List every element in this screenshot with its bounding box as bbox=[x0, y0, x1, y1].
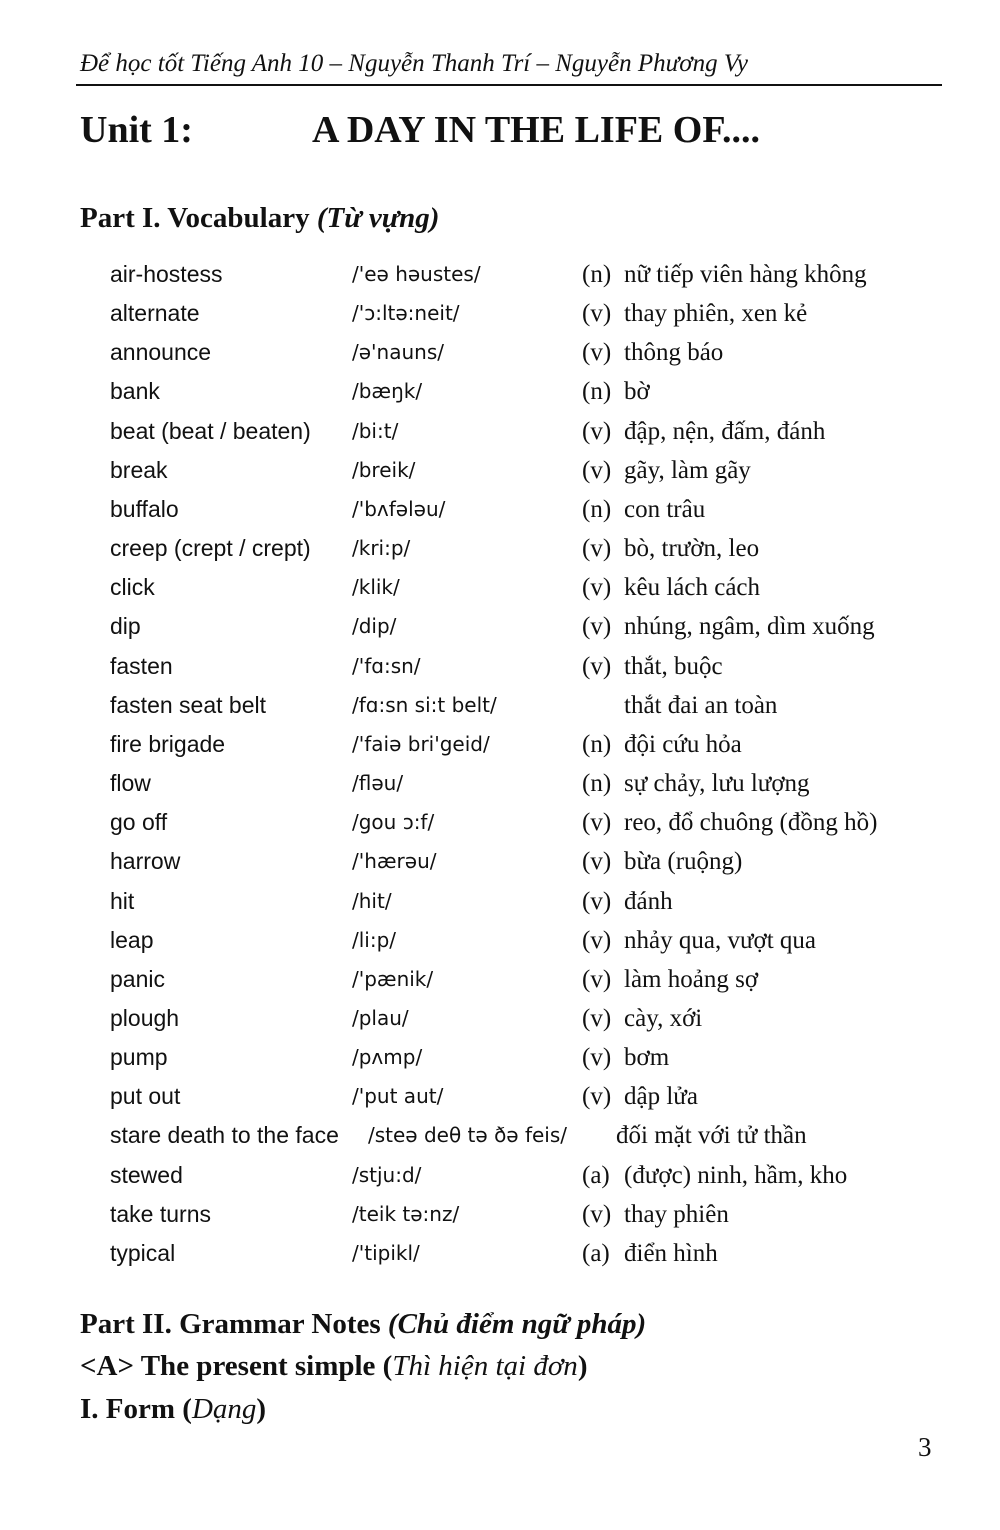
vocab-pronunciation: /fləu/ bbox=[352, 771, 404, 796]
vocab-part-of-speech: (v) bbox=[582, 965, 612, 993]
vocab-word: buffalo bbox=[110, 495, 179, 522]
vocab-word: go off bbox=[110, 809, 168, 836]
vocab-entry bbox=[0, 372, 1000, 411]
vocab-part-of-speech: (v) bbox=[582, 1044, 612, 1072]
vocab-meaning: bờ bbox=[624, 378, 650, 406]
vocab-pronunciation: /plau/ bbox=[352, 1005, 409, 1030]
vocab-word: hit bbox=[110, 887, 135, 914]
vocab-part-of-speech: (v) bbox=[582, 535, 612, 563]
vocab-word: stare death to the face bbox=[110, 1122, 339, 1149]
section-a-heading: <A> The present simple (Thì hiện tại đơn) bbox=[80, 1350, 588, 1382]
vocab-meaning: nữ tiếp viên hàng không bbox=[624, 261, 867, 288]
vocab-pronunciation: /gou ɔ:f/ bbox=[352, 810, 435, 835]
vocab-meaning: dập lửa bbox=[624, 1083, 698, 1111]
vocab-part-of-speech: (v) bbox=[582, 652, 612, 680]
page-number: 3 bbox=[918, 1432, 932, 1462]
vocab-word: harrow bbox=[110, 848, 181, 875]
vocab-entry bbox=[0, 960, 1000, 999]
vocab-pronunciation: /steə deθ tə ðə feis/ bbox=[368, 1123, 568, 1148]
unit-title: A DAY IN THE LIFE OF.... bbox=[312, 109, 761, 151]
vocab-meaning: gãy, làm gãy bbox=[624, 456, 751, 484]
vocab-entry bbox=[0, 568, 1000, 607]
vocab-entry bbox=[0, 333, 1000, 372]
vocab-entry bbox=[0, 1077, 1000, 1116]
vocab-part-of-speech: (n) bbox=[582, 378, 612, 406]
vocab-word: stewed bbox=[110, 1161, 183, 1188]
vocab-part-of-speech: (v) bbox=[582, 1200, 612, 1228]
vocab-word: put out bbox=[110, 1083, 181, 1110]
vocab-pronunciation: /dip/ bbox=[352, 614, 397, 639]
vocab-word: creep (crept / crept) bbox=[110, 535, 311, 562]
vocab-pronunciation: /fɑ:sn si:t belt/ bbox=[352, 692, 497, 717]
vocab-entry bbox=[0, 412, 1000, 451]
header-divider bbox=[76, 84, 942, 86]
vocab-word: panic bbox=[110, 965, 165, 992]
section-a-title: <A> The present simple bbox=[80, 1350, 376, 1382]
vocab-word: dip bbox=[110, 613, 141, 640]
vocab-part-of-speech: (a) bbox=[582, 1161, 610, 1189]
vocab-pronunciation: /'pænik/ bbox=[352, 966, 434, 991]
vocab-meaning: đập, nện, đấm, đánh bbox=[624, 417, 826, 445]
vocab-entry bbox=[0, 647, 1000, 686]
vocab-entry bbox=[0, 607, 1000, 646]
vocab-entry bbox=[0, 294, 1000, 333]
vocab-part-of-speech: (n) bbox=[582, 495, 612, 523]
form-subtitle: Dạng bbox=[191, 1393, 257, 1425]
vocab-pronunciation: /teik tə:nz/ bbox=[352, 1201, 460, 1226]
vocab-meaning: con trâu bbox=[624, 495, 706, 523]
vocab-part-of-speech: (v) bbox=[582, 848, 612, 876]
vocab-word: take turns bbox=[110, 1200, 211, 1227]
vocab-entry bbox=[0, 803, 1000, 842]
part2-heading bbox=[80, 1308, 646, 1341]
vocab-meaning: thắt đai an toàn bbox=[624, 691, 778, 719]
form-title: I. Form bbox=[80, 1393, 176, 1425]
vocab-part-of-speech: (v) bbox=[582, 1004, 612, 1032]
vocab-meaning: làm hoảng sợ bbox=[624, 965, 759, 993]
vocab-meaning: thắt, buộc bbox=[624, 652, 723, 680]
vocab-word: beat (beat / beaten) bbox=[110, 417, 311, 444]
vocab-pronunciation: /kri:p/ bbox=[352, 536, 411, 561]
vocab-word: fasten seat belt bbox=[110, 691, 266, 718]
vocab-part-of-speech: (v) bbox=[582, 1083, 612, 1111]
vocab-entry bbox=[0, 842, 1000, 881]
vocab-entry bbox=[0, 686, 1000, 725]
vocab-meaning: cày, xới bbox=[624, 1004, 703, 1032]
vocab-pronunciation: /pʌmp/ bbox=[352, 1045, 423, 1070]
part1-heading bbox=[80, 202, 439, 235]
vocab-word: fasten bbox=[110, 652, 173, 679]
vocab-pronunciation: /li:p/ bbox=[352, 927, 397, 952]
vocab-word: fire brigade bbox=[110, 730, 226, 757]
vocab-word: air-hostess bbox=[110, 261, 223, 287]
vocab-part-of-speech: (a) bbox=[582, 1239, 610, 1267]
vocab-part-of-speech: (v) bbox=[582, 887, 612, 915]
vocab-pronunciation: /'fɑ:sn/ bbox=[352, 653, 421, 678]
vocab-pronunciation: /bæŋk/ bbox=[352, 379, 423, 404]
vocab-pronunciation: /'hærəu/ bbox=[352, 849, 437, 874]
vocab-meaning: thông báo bbox=[624, 339, 724, 367]
section-a-subtitle: Thì hiện tại đơn bbox=[392, 1350, 578, 1382]
vocab-entry bbox=[0, 255, 1000, 294]
vocab-meaning: bừa (ruộng) bbox=[624, 848, 743, 876]
vocab-word: alternate bbox=[110, 300, 200, 327]
vocab-entry bbox=[0, 764, 1000, 803]
vocab-meaning: đánh bbox=[624, 887, 673, 915]
vocab-meaning: nhúng, ngâm, dìm xuống bbox=[624, 613, 875, 641]
vocab-pronunciation: /stju:d/ bbox=[352, 1162, 422, 1187]
vocab-pronunciation: /'eə həustes/ bbox=[352, 262, 481, 286]
vocab-part-of-speech: (v) bbox=[582, 613, 612, 641]
vocab-meaning: bơm bbox=[624, 1044, 670, 1072]
vocab-pronunciation: /'ɔ:ltə:neit/ bbox=[352, 301, 460, 326]
vocab-word: leap bbox=[110, 926, 154, 953]
vocab-word: click bbox=[110, 574, 155, 601]
vocab-meaning: thay phiên, xen kẻ bbox=[624, 300, 808, 328]
vocab-entry bbox=[0, 882, 1000, 921]
vocab-entry bbox=[0, 921, 1000, 960]
vocab-meaning: nhảy qua, vượt qua bbox=[624, 926, 817, 954]
vocab-entry bbox=[0, 1038, 1000, 1077]
vocab-entry bbox=[0, 999, 1000, 1038]
running-header: Để học tốt Tiếng Anh 10 – Nguyễn Thanh Trí – Nguyễn Phương Vy bbox=[80, 50, 748, 77]
vocab-part-of-speech: (n) bbox=[582, 261, 612, 288]
vocabulary-list bbox=[0, 255, 1000, 1273]
vocab-meaning: (được) ninh, hầm, kho bbox=[624, 1161, 848, 1189]
vocab-entry bbox=[0, 1195, 1000, 1234]
vocab-pronunciation: /'put aut/ bbox=[352, 1084, 444, 1109]
vocab-entry bbox=[0, 725, 1000, 764]
vocab-part-of-speech: (v) bbox=[582, 809, 612, 837]
vocab-meaning: sự chảy, lưu lượng bbox=[624, 770, 810, 798]
vocab-meaning: kêu lách cách bbox=[624, 574, 761, 602]
vocab-pronunciation: /hit/ bbox=[352, 888, 392, 913]
vocab-word: pump bbox=[110, 1044, 168, 1071]
vocab-entry bbox=[0, 529, 1000, 568]
vocab-part-of-speech: (v) bbox=[582, 417, 612, 445]
vocab-part-of-speech: (v) bbox=[582, 926, 612, 954]
vocab-meaning: đối mặt với tử thần bbox=[616, 1122, 807, 1150]
vocab-part-of-speech: (v) bbox=[582, 574, 612, 602]
vocab-meaning: thay phiên bbox=[624, 1200, 729, 1228]
vocab-pronunciation: /'tipikl/ bbox=[352, 1240, 420, 1265]
vocab-part-of-speech: (v) bbox=[582, 300, 612, 328]
vocab-entry bbox=[0, 1116, 1000, 1155]
vocab-pronunciation: /klik/ bbox=[352, 575, 400, 600]
vocab-part-of-speech: (n) bbox=[582, 770, 612, 798]
vocab-pronunciation: /'bʌfələu/ bbox=[352, 496, 446, 521]
vocab-word: plough bbox=[110, 1004, 180, 1031]
vocab-meaning: điển hình bbox=[624, 1239, 718, 1267]
vocab-meaning: reo, đổ chuông (đồng hồ) bbox=[624, 809, 878, 837]
part1-title: Part I. Vocabulary bbox=[80, 202, 310, 234]
part2-title: Part II. Grammar Notes bbox=[80, 1308, 381, 1340]
vocab-word: bank bbox=[110, 378, 160, 405]
vocab-entry bbox=[0, 451, 1000, 490]
vocab-pronunciation: /'faiə bri'geid/ bbox=[352, 731, 490, 756]
part2-subtitle: (Chủ điểm ngữ pháp) bbox=[387, 1308, 647, 1340]
vocab-part-of-speech: (v) bbox=[582, 456, 612, 484]
unit-label: Unit 1: bbox=[80, 109, 193, 151]
vocab-entry bbox=[0, 1156, 1000, 1195]
vocab-word: announce bbox=[110, 339, 212, 366]
vocab-word: break bbox=[110, 456, 168, 483]
vocab-pronunciation: /breik/ bbox=[352, 457, 416, 482]
vocab-entry bbox=[0, 490, 1000, 529]
vocab-word: flow bbox=[110, 770, 151, 797]
vocab-part-of-speech: (v) bbox=[582, 339, 612, 367]
form-heading: I. Form (Dạng) bbox=[80, 1393, 267, 1425]
vocab-meaning: đội cứu hỏa bbox=[624, 730, 742, 758]
vocab-pronunciation: /ə'nauns/ bbox=[352, 340, 444, 365]
vocab-entry bbox=[0, 1234, 1000, 1273]
part1-subtitle: (Từ vựng) bbox=[316, 202, 440, 234]
vocab-word: typical bbox=[110, 1239, 176, 1266]
vocab-meaning: bò, trườn, leo bbox=[624, 535, 760, 563]
vocab-pronunciation: /bi:t/ bbox=[352, 418, 399, 443]
vocab-part-of-speech: (n) bbox=[582, 730, 612, 758]
